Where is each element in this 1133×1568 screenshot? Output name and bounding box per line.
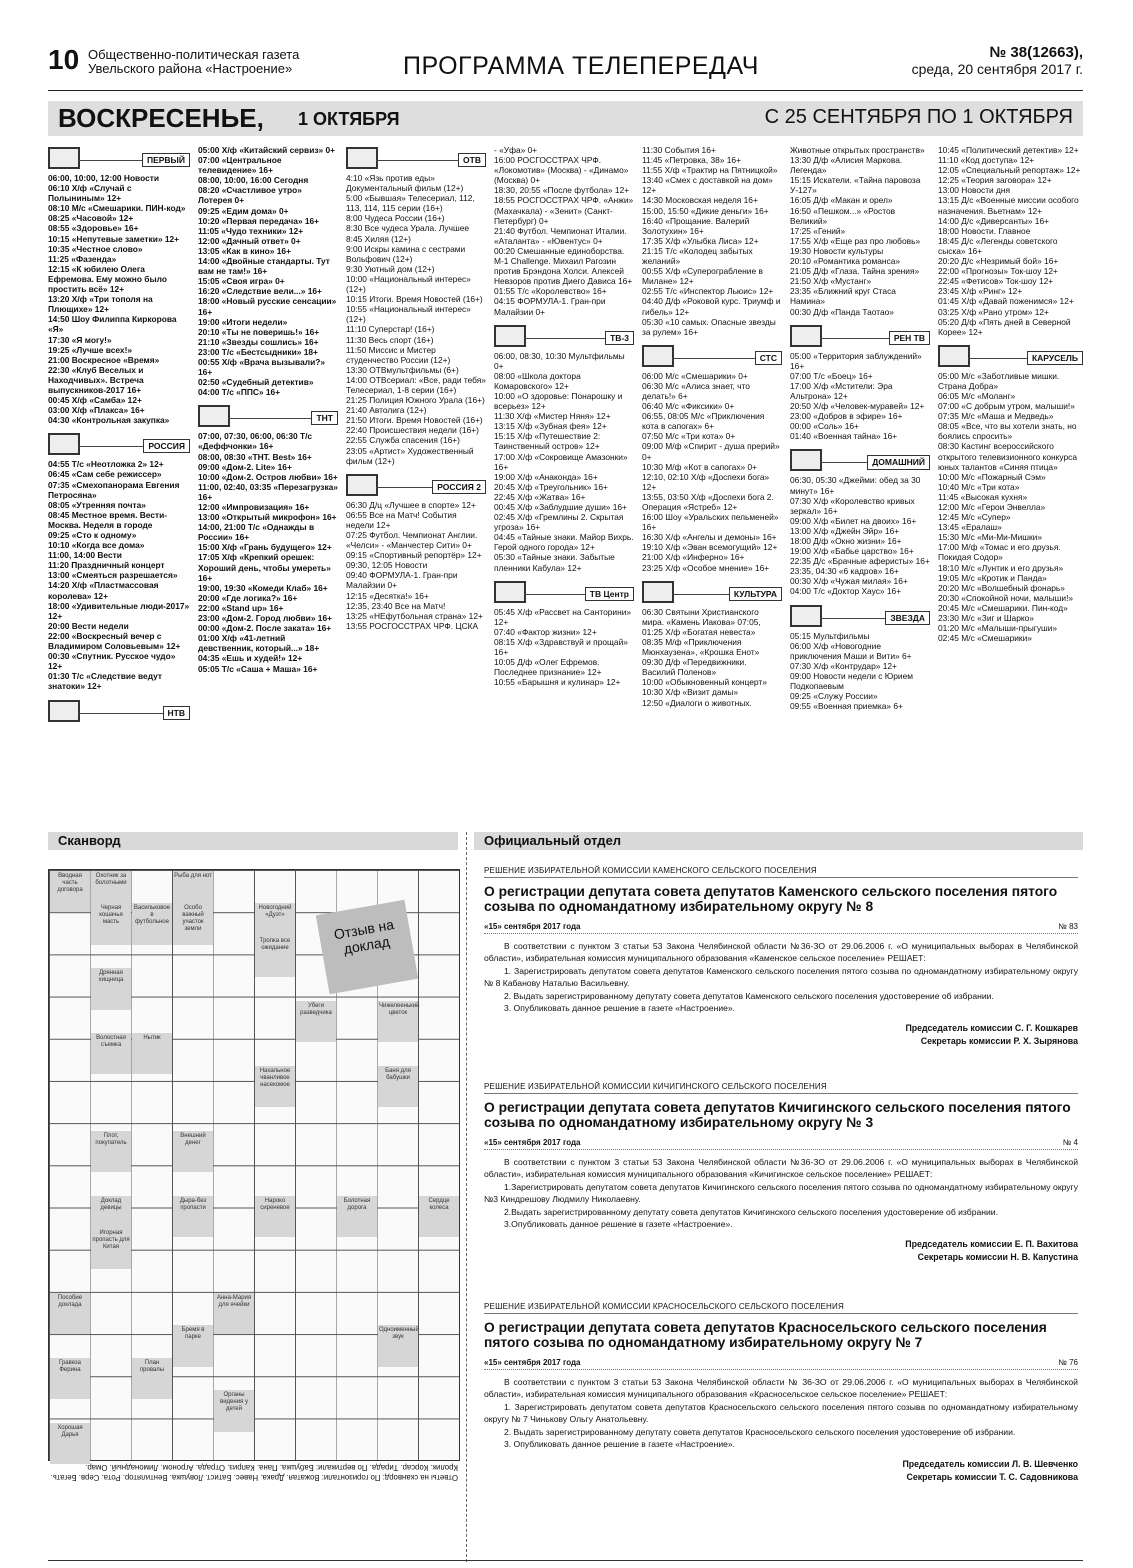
- decision-date: «15» сентября 2017 года: [484, 922, 585, 931]
- channel-name: КАРУСЕЛЬ: [1027, 351, 1083, 365]
- decision-paragraph: 3.Опубликовать данное решение в газете «Настроение».: [504, 1219, 733, 1230]
- crossword-clue: Плот, покупатель: [91, 1131, 131, 1172]
- decision-body: [484, 1376, 1078, 1450]
- crossword-answers: Ответы на сканворд: По горизонтали: Вожатая. Драка. Навес. Батист. Ловушка. Вентилятор. Рота. Серв. Бегать. Кролик. Корсар. Тирада. По вертикали: Бабушка. Пана. Каприз. Отрада. Агроном. Лимонадный. Омар.: [50, 1463, 458, 1482]
- channel-logo-icon: [494, 581, 526, 603]
- channel-header: [494, 325, 634, 345]
- program-listing: 06:30 Святыни Христианского мира. «Камень Иакова» 07:05, 01:25 Х/ф «Богатая невеста» 08:35 М/ф «Приключения Мюнхаузена», «Крошка Енот» 09:30 Д/ф «Передвижники. Василий Поленов» 10:00 «Обыкновенный концерт» 10:30 Х/ф «Визит дамы» 12:50 «Диалоги о животных.: [642, 606, 767, 708]
- program-listing: 4:10 «Язь против еды» Документальный фильм (12+) 5:00 «Бывшая» Телесериал, 112, 113, 114, 115 серии (16+) 8:00 Чудеса России (16+) 8:30 Все чудеса Урала. Лучшее 8:45 Хиляя (12+) 9:00 Искры камина с сестрами Вольфович (12+) 9:30 Уютный дом (12+) 10:00 «Национальный интерес» (12+) 10:15 Итоги. Время Новостей (16+) 10:55 «Национальный интерес» (12+) 11:10 Суперстар! (16+) 11:30 Весь спорт (16+) 11:50 Миссис и Мистер студенчество России (12+) 13:30 ОТВмультфильмы (6+) 14:00 ОТВсериал: «Все, ради тебя» Телесериал, 1-8 серии (16+) 21:25 Полиция Южного Урала (16+) 21:40 Автолига (12+) 21:50 Итоги. Время Новостей (16+) 22:40 Происшествия недели (16+) 22:55 Служба спасения (16+) 23:05 «Артист» Художественный фильм (12+): [346, 173, 486, 466]
- program-listing: 07:00, 07:30, 06:00, 06:30 Т/с «Деффчонки» 16+ 08:00, 08:30 «ТНТ. Best» 16+ 09:00 «Дом-2. Lite» 16+ 10:00 «Дом-2. Остров любви» 16+ 11:00, 02:40, 03:35 «Перезагрузка» 16+ 12:00 «Импровизация» 16+ 13:00 «Открытый микрофон» 16+ 14:00, 21:00 Т/с «Однажды в России» 16+ 15:00 Х/ф «Грань будущего» 12+ 17:05 Х/ф «Крепкий орешек: Хороший день, чтобы умереть» 16+ 19:00, 19:30 «Комеди Клаб» 16+ 20:00 «Где логика?» 16+ 22:00 «Stand up» 16+ 23:00 «Дом-2. Город любви» 16+ 00:00 «Дом-2. После заката» 16+ 01:00 Х/ф «41-летний девственник, который...» 18+ 04:35 «Ешь и худей!» 12+ 05:05 Т/с «Саша + Маша» 16+: [198, 431, 338, 674]
- tv-column-7: [938, 145, 1083, 651]
- decision-number: № 76: [1054, 1358, 1078, 1367]
- crossword-clue: Нытик: [132, 1033, 172, 1074]
- decision-paragraph: 1. Зарегистрировать депутатом совета депутатов Каменского сельского поселения пятого созыва по одномандатному избирательному округу № 8 Кабанову Наталью Васильевну.: [484, 965, 1078, 989]
- crossword-clue: Анна-Мария для ячейки: [214, 1293, 254, 1334]
- crossword-clue: Рыба для нот: [173, 871, 213, 912]
- channel-header: [790, 449, 930, 469]
- channel-logo-icon: [790, 449, 822, 471]
- channel-logo-icon: [48, 433, 80, 455]
- program-listing: 04:55 Т/с «Неотложка 2» 12+ 06:45 «Сам себе режиссер» 07:35 «Смехопанорама Евгения Петросяна» 08:05 «Утренняя почта» 08:45 Местное время. Вести-Москва. Неделя в городе 09:25 «Сто к одному» 10:10 «Когда все дома» 11:00, 14:00 Вести 11:20 Праздничный концерт 13:00 «Смеяться разрешается» 14:20 Х/ф «Пластмассовая королева» 12+ 18:00 «Удивительные люди-2017» 12+ 20:00 Вести недели 22:00 «Воскресный вечер с Владимиром Соловьевым» 12+ 00:30 «Спутник. Русское чудо» 12+ 01:30 Т/с «Следствие ведут знатоки» 12+: [48, 459, 190, 692]
- channel-logo-icon: [48, 700, 80, 722]
- channel-header: [642, 581, 782, 601]
- crossword-clue: Охотник за болотными: [91, 871, 131, 912]
- channel-header: [198, 405, 338, 425]
- decision-title: О регистрации депутата совета депутатов Красносельского сельского поселения пятого созыва по одномандатному избирательному округу № 7: [484, 1320, 1047, 1350]
- decision-title: О регистрации депутата совета депутатов Кичигинского сельского поселения пятого созыва по одномандатному избирательному округу № 3: [484, 1100, 1071, 1130]
- program-listing: - «Уфа» 0+ 16:00 РОСГОССТРАХ ЧРФ. «Локомотив» (Москва) - «Динамо» (Москва) 0+ 18:30, 20:55 «После футбола» 12+ 18:55 РОСГОССТРАХ ЧРФ. «Анжи» (Махачкала) - «Зенит» (Санкт-Петербург) 0+ 21:40 Футбол. Чемпионат Италии. «Аталанта» - «Ювентус» 0+ 00:20 Смешанные единоборства. М-1 Challenge. Михаил Рагозин против Брэндона Холси. Алексей Невзоров против Диего Дависа 16+ 01:55 Т/с «Королевство» 16+ 04:15 ФОРМУЛА-1. Гран-при Малайзии 0+: [494, 145, 634, 317]
- decision-number: № 83: [1054, 922, 1078, 931]
- channel-name: СТС: [755, 351, 782, 365]
- crossword-clue: Убеги разведчика: [296, 1001, 336, 1042]
- channel-logo-icon: [938, 345, 970, 367]
- secretary-signature: Секретарь комиссии Р. Х. Зырянова: [920, 1035, 1078, 1046]
- crossword-clue: Одноименный звук: [378, 1325, 418, 1366]
- program-listing: 06:00 М/с «Смешарики» 0+ 06:30 М/с «Алиса знает, что делать!» 6+ 06:40 М/с «Фиксики» 0+ 06:55, 08:05 М/с «Приключения кота в сапогах» 6+ 07:50 М/с «Три кота» 0+ 09:00 М/ф «Спирит - душа прерий» 0+ 10:30 М/ф «Кот в сапогах» 0+ 12:10, 02:10 Х/ф «Доспехи бога» 12+ 13:55, 03:50 Х/ф «Доспехи бога 2. Операция «Ястреб» 12+ 16:00 Шоу «Уральских пельменей» 16+ 16:30 Х/ф «Ангелы и демоны» 16+ 19:10 Х/ф «Эван всемогущий» 12+ 21:00 Х/ф «Инферно» 16+ 23:25 Х/ф «Особое мнение» 16+: [642, 370, 780, 573]
- decision-paragraph: 1. Зарегистрировать депутатом совета депутатов Красносельского сельского поселения пятого созыва по одномандатному избирательному округу № 7 Чинькову Ольгу Анатольевну.: [484, 1401, 1078, 1425]
- decision-paragraph: В соответствии с пунктом 3 статьи 53 Закона Челябинской области № 36-ЗО от 29.06.2006 г. «О муниципальных выборах в Челябинской области», избирательная комиссия муниципального образования «Красносельское сельское поселение» РЕШАЕТ:: [484, 1377, 1078, 1400]
- channel-logo-icon: [790, 325, 822, 347]
- crossword-clue: Доклад девицы: [91, 1196, 131, 1237]
- decision-paragraph: 2. Выдать зарегистрированному депутату совета депутатов Каменского сельского поселения удостоверение об избрании.: [504, 990, 994, 1001]
- channel-logo-icon: [346, 474, 378, 496]
- decision-signatures: [484, 1458, 1078, 1483]
- channel-logo-icon: [642, 345, 674, 367]
- official-decision: [484, 1302, 1078, 1483]
- crossword-header: Сканворд: [48, 832, 458, 850]
- channel-name: КУЛЬТУРА: [729, 587, 782, 601]
- crossword-clue: Черная кошачья масть: [91, 903, 131, 944]
- crossword-clue: Дыра-без пропасти: [173, 1196, 213, 1237]
- decision-date: «15» сентября 2017 года: [484, 1138, 585, 1147]
- tv-column-4: [494, 145, 634, 695]
- crossword-clue: Нароко сиреневое: [255, 1196, 295, 1237]
- program-listing: 05:00 «Территория заблуждений» 16+ 07:00 Т/с «Боец» 16+ 17:00 Х/ф «Мстители: Эра Альтрона» 12+ 20:50 Х/ф «Человек-муравей» 12+ 23:00 «Добров в эфире» 16+ 00:00 «Соль» 16+ 01:40 «Военная тайна» 16+: [790, 350, 925, 442]
- official-decision: [484, 1082, 1078, 1263]
- tv-column-5: [642, 145, 782, 716]
- channel-name: ТВ Центр: [585, 587, 634, 601]
- crossword-clue: Бремя в парке: [173, 1325, 213, 1366]
- decision-paragraph: 2.Выдать зарегистрированному депутату совета депутатов Кичигинского сельского поселения удостоверение об избрании.: [504, 1206, 998, 1217]
- channel-name: ДОМАШНИЙ: [867, 455, 930, 469]
- day-date: 1 ОКТЯБРЯ: [298, 109, 400, 129]
- decision-kicker: РЕШЕНИЕ ИЗБИРАТЕЛЬНОЙ КОМИССИИ КАМЕНСКОГО СЕЛЬСКОГО ПОСЕЛЕНИЯ: [484, 866, 1078, 878]
- channel-logo-icon: [198, 405, 230, 427]
- crossword-clue: Хорошая Дарья: [50, 1423, 90, 1464]
- decision-title: О регистрации депутата совета депутатов Каменского сельского поселения пятого созыва по одномандатному избирательному округу № 8: [484, 884, 1058, 914]
- decision-paragraph: В соответствии с пунктом 3 статьи 53 Закона Челябинской области №36-ЗО от 29.06.2006 г. «О муниципальных выборах в Челябинской области», избирательная комиссия муниципального образования «Каменское сельское поселение» РЕШАЕТ:: [484, 941, 1078, 964]
- decision-paragraph: 3. Опубликовать данное решение в газете «Настроение».: [504, 1003, 736, 1014]
- program-listing: 11:30 События 16+ 11:45 «Петровка, 38» 16+ 11:55 Х/ф «Трактир на Пятницкой» 13:40 «Смех с доставкой на дом» 12+ 14:30 Московская неделя 16+ 15:00, 15:50 «Дикие деньги» 16+ 16:40 «Прощание. Валерий Золотухин» 16+ 17:35 Х/ф «Улыбка Лиса» 12+ 21:15 Т/с «Колодец забытых желаний» 00:55 Х/ф «Суперограбление в Милане» 12+ 02:55 Т/с «Инспектор Льюис» 12+ 04:40 Д/ф «Роковой курс. Триумф и гибель» 12+ 05:30 «10 самых. Опасные звезды за рулем» 16+: [642, 145, 781, 337]
- channel-name: ПЕРВЫЙ: [142, 153, 190, 167]
- decision-paragraph: 1.Зарегистрировать депутатом совета депутатов Кичигинского сельского поселения пятого созыва по одномандатному избирательному округу №3 Киндрешову Людмилу Николаевну.: [484, 1181, 1078, 1205]
- channel-name: ТНТ: [311, 411, 338, 425]
- crossword-clue: Вводная часть договора: [50, 871, 90, 912]
- tv-column-2: [198, 145, 338, 682]
- crossword-clue: Новогодний «Дуэт»: [255, 903, 295, 944]
- decision-paragraph: 2. Выдать зарегистрированному депутату совета депутатов Красносельского сельского поселения удостоверение об избрании.: [504, 1426, 1016, 1437]
- chair-signature: Председатель комиссии Л. В. Шевченко: [902, 1459, 1078, 1470]
- channel-header: [346, 474, 486, 494]
- channel-logo-icon: [642, 581, 674, 603]
- chair-signature: Председатель комиссии С. Г. Кошкарев: [905, 1023, 1078, 1034]
- decision-kicker: РЕШЕНИЕ ИЗБИРАТЕЛЬНОЙ КОМИССИИ КРАСНОСЕЛЬСКОГО СЕЛЬСКОГО ПОСЕЛЕНИЯ: [484, 1302, 1078, 1314]
- day-bar: [48, 101, 1083, 136]
- channel-header: [790, 325, 930, 345]
- channel-name: НТВ: [163, 706, 190, 720]
- channel-header: [938, 345, 1083, 365]
- decision-meta: [484, 922, 1078, 934]
- header-divider: [48, 90, 1083, 91]
- channel-header: [790, 605, 930, 625]
- crossword-clue: Тропка все ожидание: [255, 936, 295, 977]
- channel-header: [48, 433, 190, 453]
- program-listing: 05:45 Х/ф «Рассвет на Санторини» 12+ 07:40 «Фактор жизни» 12+ 08:15 Х/ф «Здравствуй и прощай» 16+ 10:05 Д/ф «Олег Ефремов. Последнее признание» 12+ 10:55 «Барышня и кулинар» 12+: [494, 606, 632, 688]
- secretary-signature: Секретарь комиссии Т. С. Садовникова: [906, 1471, 1078, 1482]
- official-header: Официальный отдел: [474, 832, 1083, 850]
- issue-number: № 38(12663),: [989, 44, 1083, 61]
- crossword-clue: Болотная дорога: [337, 1196, 377, 1237]
- chair-signature: Председатель комиссии Е. П. Вахитова: [905, 1239, 1078, 1250]
- channel-name: РЕН ТВ: [889, 331, 930, 345]
- crossword-clue: Чижелеенький цветок: [378, 1001, 418, 1042]
- week-range: С 25 СЕНТЯБРЯ ПО 1 ОКТЯБРЯ: [764, 106, 1073, 128]
- program-listing: 06:00, 08:30, 10:30 Мультфильмы 0+ 08:00 «Школа доктора Комаровского» 12+ 10:00 «О здоровье: Понарошку и всерьез» 12+ 11:30 Х/ф «Мистер Няня» 12+ 13:15 Х/ф «Зубная фея» 12+ 15:15 Х/ф «Путешествие 2: Таинственный остров» 12+ 17:00 Х/ф «Сокровище Амазонки» 16+ 19:00 Х/ф «Анаконда» 16+ 20:45 Х/ф «Треугольник» 16+ 22:45 Х/ф «Жатва» 16+ 00:45 Х/ф «Заблудшие души» 16+ 02:45 Х/ф «Гремлины 2. Скрытая угроза» 16+ 04:45 «Тайные знаки. Майор Вихрь. Герой одного города» 12+ 05:30 «Тайные знаки. Забытые пленники Кабула» 12+: [494, 350, 634, 573]
- crossword-clue: Пособие доклада: [50, 1293, 90, 1334]
- crossword-clue: Гравеза Ферина: [50, 1358, 90, 1399]
- channel-header: [346, 147, 486, 167]
- program-listing: 06:00, 10:00, 12:00 Новости 06:10 Х/ф «Случай с Полыниным» 12+ 08:10 М/с «Смешарики. ПИН-код» 08:25 «Часовой» 12+ 08:55 «Здоровье» 16+ 10:15 «Непутевые заметки» 12+ 10:35 «Честное слово» 11:25 «Фазенда» 12:15 «К юбилею Олега Ефремова. Ему можно было простить всё» 12+ 13:20 Х/ф «Три тополя на Плющихе» 12+ 14:50 Шоу Филиппа Киркорова «Я» 17:30 «Я могу!» 19:25 «Лучше всех!» 21:00 Воскресное «Время» 22:30 «Клуб Веселых и Находчивых». Встреча выпускников-2017 16+ 00:45 Х/ф «Самба» 12+ 03:00 Х/ф «Плакса» 16+ 04:30 «Контрольная закупка»: [48, 173, 186, 426]
- crossword-clue: Внешний денег: [173, 1131, 213, 1172]
- channel-header: [48, 700, 190, 720]
- program-listing: 05:15 Мультфильмы 06:00 Х/ф «Новогодние приключения Маши и Вити» 6+ 07:30 Х/ф «Контрудар» 12+ 09:00 Новости недели с Юрием Подкопаевым 09:25 «Служу России» 09:55 «Военная приемка» 6+: [790, 630, 914, 712]
- decision-body: [484, 1156, 1078, 1230]
- decision-meta: [484, 1138, 1078, 1150]
- decision-signatures: [484, 1022, 1078, 1047]
- day-name: ВОСКРЕСЕНЬЕ,: [58, 103, 264, 133]
- decision-kicker: РЕШЕНИЕ ИЗБИРАТЕЛЬНОЙ КОМИССИИ КИЧИГИНСКОГО СЕЛЬСКОГО ПОСЕЛЕНИЯ: [484, 1082, 1078, 1094]
- crossword-clue: Баня для бабушки: [378, 1066, 418, 1107]
- decision-signatures: [484, 1238, 1078, 1263]
- crossword-clue: Нахальное чванливое насекомое: [255, 1066, 295, 1107]
- channel-name: РОССИЯ 2: [432, 480, 486, 494]
- program-listing: 06:30 Д/ц «Лучшее в спорте» 12+ 06:55 Все на Матч! События недели 12+ 07:25 Футбол. Чемпионат Англии. «Челси» - «Манчестер Сити» 0+ 09:15 «Спортивный репортёр» 12+ 09:30, 12:05 Новости 09:40 ФОРМУЛА-1. Гран-при Малайзии 0+ 12:15 «Десятка!» 16+ 12:35, 23:40 Все на Матч! 13:25 «НЕфутбольная страна» 12+ 13:55 РОСГОССТРАХ ЧРФ. ЦСКА: [346, 499, 483, 631]
- decision-paragraph: 3. Опубликовать данное решение в газете «Настроение».: [504, 1439, 736, 1450]
- crossword-clue: Васильковое в футбольное: [132, 903, 172, 944]
- program-listing: 06:30, 05:30 «Джейми: обед за 30 минут» 16+ 07:30 Х/ф «Королевство кривых зеркал» 16+ 09:00 Х/ф «Билет на двоих» 16+ 13:00 Х/ф «Джейн Эйр» 16+ 18:00 Д/ф «Окно жизни» 16+ 19:00 Х/ф «Бабье царство» 16+ 22:35 Д/с «Брачные аферисты» 16+ 23:35, 04:30 «6 кадров» 16+ 00:30 Х/ф «Чужая милая» 16+ 04:00 Т/с «Доктор Хаус» 16+: [790, 475, 930, 597]
- crossword-clue: Сердце колеса: [419, 1196, 459, 1237]
- issue-date: среда, 20 сентября 2017 г.: [911, 61, 1083, 77]
- decision-body: [484, 940, 1078, 1014]
- decision-date: «15» сентября 2017 года: [484, 1358, 585, 1367]
- program-listing: Животные открытых пространств» 13:30 Д/ф «Алисия Маркова. Легенда» 15:15 Искатели. «Тайна паровоза У-127» 16:05 Д/ф «Макан и орел» 16:50 «Пешком...» «Ростов Великий» 17:25 «Гений» 17:55 Х/ф «Еще раз про любовь» 19:30 Новости культуры 20:10 «Романтика романса» 21:05 Д/ф «Глаза. Тайна зрения» 21:50 Х/ф «Мустанг» 23:35 «Ближний круг Стаса Намина» 00:30 Д/ф «Панда Таотао»: [790, 145, 925, 317]
- section-title: ПРОГРАММА ТЕЛЕПЕРЕДАЧ: [403, 52, 759, 80]
- program-listing: 05:00 Х/ф «Китайский сервиз» 0+ 07:00 «Центральное телевидение» 16+ 08:00, 10:00, 16:00 Сегодня 08:20 «Счастливое утро» Лотерея 0+ 09:25 «Едим дома» 0+ 10:20 «Первая передача» 16+ 11:05 «Чудо техники» 12+ 12:00 «Дачный ответ» 0+ 13:05 «Как в кино» 16+ 14:00 «Двойные стандарты. Тут вам не там!» 16+ 15:05 «Своя игра» 0+ 16:20 «Следствие вели...» 16+ 18:00 «Новый русские сенсации» 16+ 19:00 «Итоги недели» 20:10 «Ты не поверишь!» 16+ 21:10 «Звезды сошлись» 16+ 23:00 Т/с «Бестсыдники» 18+ 00:55 Х/ф «Врача вызывали?» 16+ 02:50 «Судебный детектив» 04:00 Т/с «ППС» 16+: [198, 145, 337, 398]
- channel-logo-icon: [790, 605, 822, 627]
- crossword-clue: Волостная съемка: [91, 1033, 131, 1074]
- decision-paragraph: В соответствии с пунктом 3 статьи 53 Закона Челябинской области №36-ЗО от 29.06.2006 г. «О муниципальных выборах в Челябинской области», избирательная комиссия муниципального образования «Кичигинское сельское поселение» РЕШАЕТ:: [484, 1157, 1078, 1180]
- crossword-clue: План провалы: [132, 1358, 172, 1399]
- tv-column-1: [48, 145, 190, 726]
- channel-name: ТВ-3: [605, 331, 634, 345]
- program-listing: 10:45 «Политический детектив» 12+ 11:10 «Код доступа» 12+ 12:05 «Специальный репортаж» 12+ 12:25 «Теория заговора» 12+ 13:00 Новости дня 13:15 Д/с «Военные миссии особого назначения. Вьетнам» 12+ 14:00 Д/с «Диверсанты» 16+ 18:00 Новости. Главное 18:45 Д/с «Легенды советского сыска» 16+ 20:20 Д/с «Незримый бой» 16+ 22:00 «Прогнозы» Ток-шоу 12+ 22:45 «Фетисов» Ток-шоу 12+ 23:45 Х/ф «Ринг» 12+ 01:45 Х/ф «Давай поженимся» 12+ 03:25 Х/ф «Рано утром» 12+ 05:20 Д/ф «Пять дней в Северной Корее» 12+: [938, 145, 1081, 337]
- official-decision: [484, 866, 1078, 1047]
- channel-name: РОССИЯ: [143, 439, 190, 453]
- crossword-clue: Органы видения у детей: [214, 1390, 254, 1431]
- crossword-note: Отзыв на доклад: [316, 900, 419, 994]
- tv-column-6: [790, 145, 930, 719]
- channel-header: [48, 147, 190, 167]
- program-listing: 05:00 М/с «Заботливые мишки. Страна Добра» 06:05 М/с «Моланг» 07:00 «С добрым утром, малыши!» 07:35 М/с «Маша и Медведь» 08:05 «Все, что вы хотели знать, но боялись спросить» 08:30 Кастинг всероссийского открытого телевизионного конкурса юных талантов «Синяя птица» 10:00 М/с «Пожарный Сэм» 10:40 М/с «Три кота» 11:45 «Высокая кухня» 12:00 М/с «Герои Энвелла» 12:45 М/с «Супер» 13:45 «Ералаш» 15:30 М/с «Ми-Ми-Мишки» 17:00 М/ф «Томас и его друзья. Покидая Содор» 18:10 М/с «Лунтик и его друзья» 19:05 М/с «Кротик и Панда» 20:20 М/с «Волшебный фонарь» 20:30 «Спокойной ночи, малыши!» 20:45 М/с «Смешарики. Пин-код» 23:30 М/с «Зиг и Шарко» 01:20 М/с «Малыши-прыгуши» 02:45 М/с «Смешарики»: [938, 370, 1078, 644]
- secretary-signature: Секретарь комиссии Н. В. Капустина: [917, 1251, 1078, 1262]
- issue-info: [912, 44, 1083, 77]
- channel-header: [642, 345, 782, 365]
- column-divider: [466, 832, 467, 1562]
- bottom-rule: [48, 1560, 1083, 1561]
- crossword-clue: Дрянная хищница: [91, 968, 131, 1009]
- channel-header: [494, 581, 634, 601]
- channel-logo-icon: [346, 147, 378, 169]
- page-number: 10: [48, 44, 80, 75]
- publication-name: Общественно-политическая газета Увельского района «Настроение»: [88, 47, 300, 76]
- crossword-clue: Игорная пропасть для Китая: [91, 1228, 131, 1269]
- channel-name: ЗВЕЗДА: [885, 611, 930, 625]
- tv-column-3: [346, 145, 486, 639]
- channel-name: ОТВ: [458, 153, 486, 167]
- decision-meta: [484, 1358, 1078, 1370]
- channel-logo-icon: [48, 147, 80, 169]
- page-header: [48, 44, 1083, 84]
- channel-logo-icon: [494, 325, 526, 347]
- decision-number: № 4: [1059, 1138, 1078, 1147]
- crossword-clue: Особо важный участок земли: [173, 903, 213, 944]
